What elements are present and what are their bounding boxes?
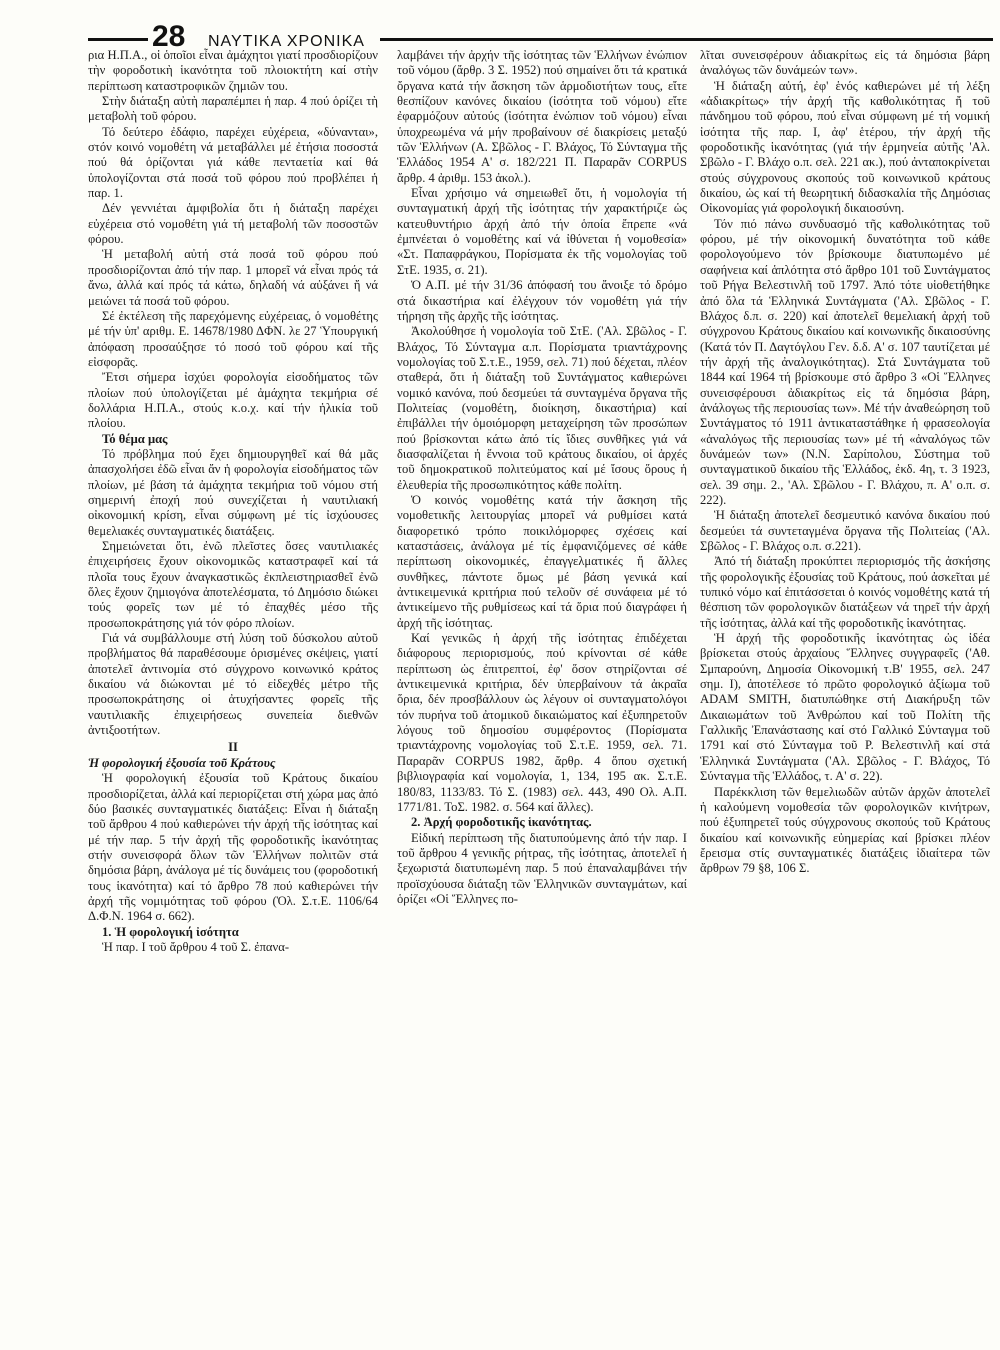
paragraph: Εἰδική περίπτωση τῆς διατυπούμενης ἀπό τήν παρ. Ι τοῦ ἄρθρου 4 γενικῆς ρήτρας, τῆς ἰσότητας, ἀποτελεῖ ἡ ξεχωριστά διατυπωμένη παρ. 5 πού ἐπαναλαμβάνει τήν προϊσχύουσα διάταξη τῶν Ἑλληνικῶν συνταγμάτων, καί ὁρίζει «Οἱ Ἕλληνες πο- bbox=[397, 830, 687, 906]
paragraph: Ἡ φορολογική ἐξουσία τοῦ Κράτους δικαίου προσδιορίζεται, ἀλλά καί περιορίζεται στή χώρα μας ἀπό δύο βασικές συνταγματικές διατάξεις: Εἶναι ἡ διάταξη τοῦ ἄρθρου 4 πού καθιερώνει τήν ἀρχή τῆς ἰσότητας καί μέ τήν παρ. 5 τήν ἀρχή τῆς φοροδοτικῆς ἱκανότητας στήν συνεισφορά ὅλων τῶν Ἑλλήνων πολιτῶν στά δημόσια βάρη, ἀνάλογα μέ τίς δυνάμεις του (φοροδοτική τους ἱκανότητα) καί τό ἄρθρο 78 πού καθιερώνει τήν ἀρχή τῆς νομιμότητας τοῦ φόρου (Ὁλ. Σ.τ.Ε. 1106/64 Δ.Φ.Ν. 1964 σ. 662). bbox=[88, 771, 378, 924]
text-column-2 bbox=[397, 48, 687, 1328]
header-rule-right bbox=[380, 38, 993, 41]
publication-title: ΝΑΥΤΙΚΑ ΧΡΟΝΙΚΑ bbox=[208, 33, 365, 50]
paragraph: Ἡ μεταβολή αὐτή στά ποσά τοῦ φόρου πού προσδιορίζονται ἀπό τήν παρ. 1 μπορεῖ νά εἶναι πρός τά ἄνω, ἀλλά καί πρός τά κάτω, δηλαδή νά αὐξάνει ἤ νά μειώνει τά ποσά τοῦ φόρου. bbox=[88, 247, 378, 308]
paragraph: Σέ ἐκτέλεση τῆς παρεχόμενης εὐχέρειας, ὁ νομοθέτης μέ τήν ὑπ' αριθμ. Ε. 14678/1980 ΔΦΝ. λε 27 Ὑπουργική ἀπόφαση προσαύξησε τό ποσό τοῦ φόρου καί τῆς εἰσφορᾶς. bbox=[88, 308, 378, 369]
paragraph: Τό δεύτερο ἐδάφιο, παρέχει εὐχέρεια, «δύνανται», στόν κοινό νομοθέτη νά μεταβάλλει μέ ἐτήσια ποσοστά πού θά ὁρίζονται γιά κάθε πενταετία καί θά ὑπολογίζονται στά ποσά τοῦ φόρου πού προβλέπει ἡ παρ. 1. bbox=[88, 124, 378, 201]
paragraph: Δέν γεννιέται ἀμφιβολία ὅτι ἡ διάταξη παρέχει εὐχέρεια στό νομοθέτη γιά τή μεταβολή τῶν ποσοστῶν φόρου. bbox=[88, 201, 378, 247]
subheading: Τό θέμα μας bbox=[102, 431, 168, 446]
paragraph: Ἡ ἀρχή τῆς φοροδοτικῆς ἱκανότητας ὡς ἰδέα βρίσκεται στούς ἀρχαίους Ἕλληνες συγγραφεῖς ('Αθ. Σμπαρούνη, Δημοσία Οἰκονομική τ.Β' 1955, σελ. 247 σημ. Ι), ἀποτέλεσε τό πρῶτο φορολογικό ἀξίωμα τοῦ ADAM SMITH, διατυπώθηκε στή Διακήρυξη τῶν Δικαιωμάτων τοῦ Ἀνθρώπου καί τοῦ Πολίτη τῆς Γαλλικῆς Ἐπανάστασης καί στό Γαλλικό Σύνταγμα τοῦ 1791 καί στό Σύνταγμα τοῦ Ρ. Βελεστινλῆ καί στά Ἑλληνικά Συντάγματα ('Αλ. Σβῶλος - Γ. Βλάχος, Τό Σύνταγμα τῆς Ἑλλάδος, τ. Α' σ. 22). bbox=[700, 631, 990, 784]
paragraph: Ἡ διάταξη αὐτή, ἐφ' ἑνός καθιερώνει μέ τή λέξη «ἀδιακρίτως» τήν ἀρχή τῆς καθολικότητας ἤ τοῦ πάνδημου τοῦ φόρου, πού εἶναι σύμφωνη μέ τή νομική ἰσότητα τῆς παρ. Ι, ἀφ' ἑτέρου, τήν ἀρχή τῆς φοροδοτικῆς ἱκανότητας (γιά τήν ἑρμηνεία αὐτῆς 'Αλ. Σβῶλο - Γ. Βλάχο ο.π. σελ. 221 ακ.), πού ἀνταποκρίνεται στούς σύγχρονους σκοπούς τοῦ κοινωνικοῦ κράτους δικαίου, ὡς καί τή θεωρητική διδασκαλία τῆς Δημόσιας Οἰκονομίας γιά φορολογική δικαιοσύνη. bbox=[700, 78, 990, 216]
paragraph: Ἡ διάταξη ἀποτελεῖ δεσμευτικό κανόνα δικαίου πού δεσμεύει τά συντεταγμένα ὄργανα τῆς Πολιτείας ('Αλ. Σβῶλος - Γ. Βλάχος ο.π. σ.221). bbox=[700, 508, 990, 553]
paragraph: Στὴν διάταξη αὐτὴ παραπέμπει ἡ παρ. 4 πού ὁρίζει τὴ μεταβολὴ τοῦ φόρου. bbox=[88, 94, 378, 124]
text-column-3 bbox=[700, 48, 990, 1328]
paragraph: Ἀκολούθησε ἡ νομολογία τοῦ ΣτΕ. ('Αλ. Σβῶλος - Γ. Βλάχος, Τό Σύνταγμα α.π. Πορίσματα τριαντάχρονης νομολογίας τοῦ Σ.τ.Ε., 1959, σελ. 71) πού δέχεται, πλέον σταθερά, ὅτι ἡ διάταξη τοῦ Συντάγματος καθιερώνει νομικό κανόνα, πού δεσμεύει τά συνταγμένα ὄργανα τῆς Πολιτείας (νομοθέτη, διοίκηση, δικαστήρια) καί ἐπιβάλλει τήν ὁμοιόμορφη μεταχείρηση τῶν προσώπων πού βρίσκονται κάτω ἀπό τίς ἴδιες συνθῆκες γιά νά διασφαλίζεται ἡ ἔννοια τοῦ κράτους δικαίου, οἱ ἀρχές τοῦ δημοκρατικοῦ πολιτεύματος καί μέ ἴσους ὅρους ἡ ἐλευθερία τῆς προσωπικότητος κάθε πολίτη. bbox=[397, 324, 687, 492]
paragraph: Ὁ κοινός νομοθέτης κατά τήν ἄσκηση τῆς νομοθετικῆς λειτουργίας μπορεῖ νά ρυθμίσει κατά διαφορετικό τρόπο ποικιλόμορφες σχέσεις καί καταστάσεις, ἀνάλογα μέ τίς ἐμφανιζόμενες σέ κάθε περίπτωση οἰκονομικές, ἐπαγγελματικές ἤ ἄλλες συνθῆκες, πάντοτε ὅμως μέ βάση γενικά καί ἀντικειμενικά κριτήρια πού τελοῦν σέ συνάφεια μέ τό ἀντικείμενο τῆς ρυθμίσεως καί τά ὅρια πού διαγράφει ἡ ἀρχή τῆς ἰσότητας. bbox=[397, 492, 687, 630]
paragraph: Καί γενικῶς ἡ ἀρχή τῆς ἰσότητας ἐπιδέχεται διάφορους περιορισμούς, πού κρίνονται σέ κάθε περίπτωση ὡς ἐπιτρεπτοί, ἐφ' ὅσον στηρίζονται σέ ἀντικειμενικά κριτήρια, δέν ὑπερβαίνουν τά ἀκραῖα ὅρια, δέν προσβάλλουν ὡς λέγουν οἱ συνταγματολόγοι τόν πυρήνα τοῦ ἀτομικοῦ δικαιώματος καί ἐξυπηρετοῦν λόγους τοῦ δημοσίου συμφέροντος (Πορίσματα τριαντάχρονης νομολογίας τοῦ Σ.τ.Ε. 1959, σελ. 71. Παραρᾶν CORPUS 1982, ἄρθρ. 4 ὅπου σχετική βιβλιογραφία καί νομολογία, 1, 134, 195 ακ. Σ.τ.Ε. 180/83, 1133/83. Τό Σ. (1983) σελ. 443, 490 Ολ. Α.Π. 1771/81. ΤοΣ. 1982. σ. 564 καί ἄλλες). bbox=[397, 631, 687, 814]
paragraph: Τόν πιό πάνω συνδυασμό τῆς καθολικότητας τοῦ φόρου, μέ τήν οἰκονομική δυνατότητα τοῦ κάθε φορολογούμενο τόν βρίσκουμε διατυπωμένο μέ σαφήνεια καί ἁπλότητα στό ἄρθρο 101 τοῦ Συντάγματος τοῦ Ρήγα Βελεστινλῆ τοῦ 1797. Ἀπό τότε υἱοθετήθηκε ἀπό ὅλα τά Ἑλληνικά Συντάγματα ('Αλ. Σβῶλος - Γ. Βλάχος δ.π. σ. 220) καί ἀποτελεῖ θεμελιακή ἀρχή τοῦ σύγχρονου Κράτους δικαίου καί κοινωνικῆς δικαιοσύνης (Κατά τόν Π. Δαγτόγλου Γεν. δ.δ. Α' σ. 107 ταυτίζεται μέ τήν ἀρχή τῆς ἀναλογικότητας). Στά Συντάγματα τοῦ 1844 καί 1964 τή βρίσκουμε στό ἄρθρο 3 «Οἱ Ἕλληνες συνεισφέρουσι ἀδιακρίτως εἰς τά δημόσια βάρη, ἀνάλογως τῆς περιουσίας των». Μέ τήν ἀναθεώρηση τοῦ Συντάγματος τό 1911 ἀντικαταστάθηκε ἡ φρασεολογία «ἀναλόγως τῆς περιουσίας των» μέ τή «ἀναλόγως τῶν δυνάμεών των» (Ν.Ν. Σαρίπολου, Σύστημα τοῦ συνταγματικοῦ δικαίου τῆς Ἑλλάδος, ἐκδ. 4η, τ. 3 1923, σελ. 39 σημ. 2., 'Αλ. Σβῶλου - Γ. Βλάχου, π. Α' ο.π. σ. 222). bbox=[700, 216, 990, 507]
paragraph: Γιά νά συμβάλλουμε στή λύση τοῦ δύσκολου αὐτοῦ προβλήματος θά παραθέσουμε ὁρισμένες σκέψεις, γιατί ἀποτελεῖ ἀντινομία στό σύγχρονο κοινωνικό κράτος δικαίου νά διώκονται μέ τό εἰδεχθές μέτρο τῆς προσωποκράτησης οἱ ἀτυχήσαντες φορεῖς τῆς ναυτιλιακῆς ἐπιχειρήσεως συνεπεία διεθνῶν ἀντιξοοτήτων. bbox=[88, 631, 378, 738]
paragraph: ρια Η.Π.Α., οἱ ὁποῖοι εἶναι ἀμάχητοι γιατί προσδιορίζουν τὴν φοροδοτικὴ ἱκανότητα τοῦ πλοιοκτήτη καί στὴν περίπτωση καταστροφικῶν ζημιῶν του. bbox=[88, 48, 378, 93]
header-rule-left bbox=[88, 38, 148, 41]
text-column-1 bbox=[88, 48, 378, 1328]
paragraph: Παρέκκλιση τῶν θεμελιωδῶν αὐτῶν ἀρχῶν ἀποτελεῖ ἡ καλούμενη νομοθεσία τῶν φορολογικῶν κινήτρων, πού ἐξυπηρετεῖ τούς σύγχρονους σκοπούς τοῦ Κράτους δικαίου καί κοινωνικῆς εὐημερίας καί βρίσκει πλέον ἔρεισμα στίς συνταγματικές διατάξεις ἰδιαίτερα τῶν ἄρθρων 79 §8, 106 Σ. bbox=[700, 784, 990, 876]
paragraph: Σημειώνεται ὅτι, ἐνῶ πλεῖστες ὅσες ναυτιλιακές ἐπιχειρήσεις ἔχουν οἰκονομικῶς καταστραφεῖ καί τά πλοῖα τους ἔχουν ἀναγκαστικῶς ἐκπλειστηριασθεῖ ἐνῶ ὅλες ἔχουν ζημιογόνα ἀποτελέσματα, τό Δημόσιο διώκει τούς φορεῖς των μέ τό ἐπαχθές μέσο τῆς προσωποκράτησης γιά τόν φόρο πλοίων. bbox=[88, 539, 378, 630]
paragraph: Ὁ Α.Π. μέ τήν 31/36 ἀπόφασή του ἄνοιξε τό δρόμο στά δικαστήρια καί ἐλέγχουν τόν νομοθέτη γιά τήν τήρηση τῆς ἀρχῆς τῆς ἰσότητας. bbox=[397, 278, 687, 323]
section-heading: Ἡ φορολογική ἐξουσία τοῦ Κράτους bbox=[88, 755, 276, 770]
paragraph: λαμβάνει τήν ἀρχήν τῆς ἰσότητας τῶν Ἑλλήνων ἐνώπιον τοῦ νόμου (ἄρθρ. 3 Σ. 1952) πού σημαίνει ὅτι τά κρατικά ὄργανα κατά τήν ἄσκηση τῶν ἁρμοδιοτήτων τους, εἴτε θεσπίζουν κανόνες δικαίου (ἰσότητα τοῦ νόμου) εἴτε ἐφαρμόζουν αὐτούς (ἰσότητα ἐνώπιον τοῦ νόμου) εἶναι ὑποχρεωμένα νά μήν προβαίνουν σέ διακρίσεις μεταξύ τῶν Ἑλλήνων (Α. Σβῶλος - Γ. Βλάχος, Τό Σύνταγμα τῆς Ἑλλάδος 1954 Α' σ. 182/221 Π. Παραρᾶν CORPUS ἄρθρ. 4 ἀριθμ. 153 ἀκολ.). bbox=[397, 48, 687, 185]
paragraph: Ἔτσι σήμερα ἰσχύει φορολογία εἰσοδήματος τῶν πλοίων πού ὑπολογίζεται μέ ἀμάχητα τεκμήρια σέ δολλάρια Η.Π.Α., στούς κ.ο.χ. καί τήν ἡλικία τοῦ πλοίου. bbox=[88, 370, 378, 431]
section-numeral: ΙΙ bbox=[228, 740, 238, 755]
paragraph: Ἀπό τή διάταξη προκύπτει περιορισμός τῆς ἀσκήσης τῆς φορολογικῆς ἐξουσίας τοῦ Κράτους, πού ἀσκεῖται μέ τυπικό νόμο καί ἐπιτάσσεται ὁ κοινός νομοθέτης κατά τή θέσπιση τῶν φορολογικῶν διατάξεων νά τηρεῖ τήν ἀρχή τῆς ἰσότητας, ἀλλά καί τῆς φοροδοτικῆς ἱκανότητας. bbox=[700, 554, 990, 630]
paragraph: λῖται συνεισφέρουν ἀδιακρίτως εἰς τά δημόσια βάρη ἀναλόγως τῶν δυνάμεών των». bbox=[700, 48, 990, 78]
page-number: 28 bbox=[152, 20, 186, 53]
paragraph: Ἡ παρ. Ι τοῦ ἄρθρου 4 τοῦ Σ. ἐπανα- bbox=[102, 939, 290, 954]
paragraph: Τό πρόβλημα πού ἔχει δημιουργηθεῖ καί θά μᾶς ἀπασχολήσει ἐδῶ εἶναι ἄν ἡ φορολογία εἰσοδήματος τῶν πλοίων, μέ βάση τά ἀμάχητα τεκμήρια τοῦ νόμου στή σημερινή ἐποχή πού συνεχίζεται ἡ ναυτιλιακή οἰκονομική κρίση, εἶναι σύμφωνη μέ τίς ἰσχύουσες θεμελιακές συνταγματικές διατάξεις. bbox=[88, 446, 378, 538]
subheading: 2. Ἀρχή φοροδοτικῆς ἱκανότητας. bbox=[411, 815, 592, 830]
subheading: 1. Ἡ φορολογική ἰσότητα bbox=[102, 924, 239, 939]
paragraph: Εἶναι χρήσιμο νά σημειωθεῖ ὅτι, ἡ νομολογία τή συνταγματική ἀρχή τῆς ἰσότητας τήν χαρακτήριζε ὡς κατευθυντήριο ἀρχή ἀπό τήν ὁποία ἔπρεπε «νά ἐμπνέεται ὁ νομοθέτης καί νά ἰθύνεται ἡ νομοθεσία» «Στ. Παπαφράγκου, Πορίσματα ἐκ τῆς νομολογίας τοῦ ΣτΕ. 1935, σ. 21). bbox=[397, 186, 687, 277]
